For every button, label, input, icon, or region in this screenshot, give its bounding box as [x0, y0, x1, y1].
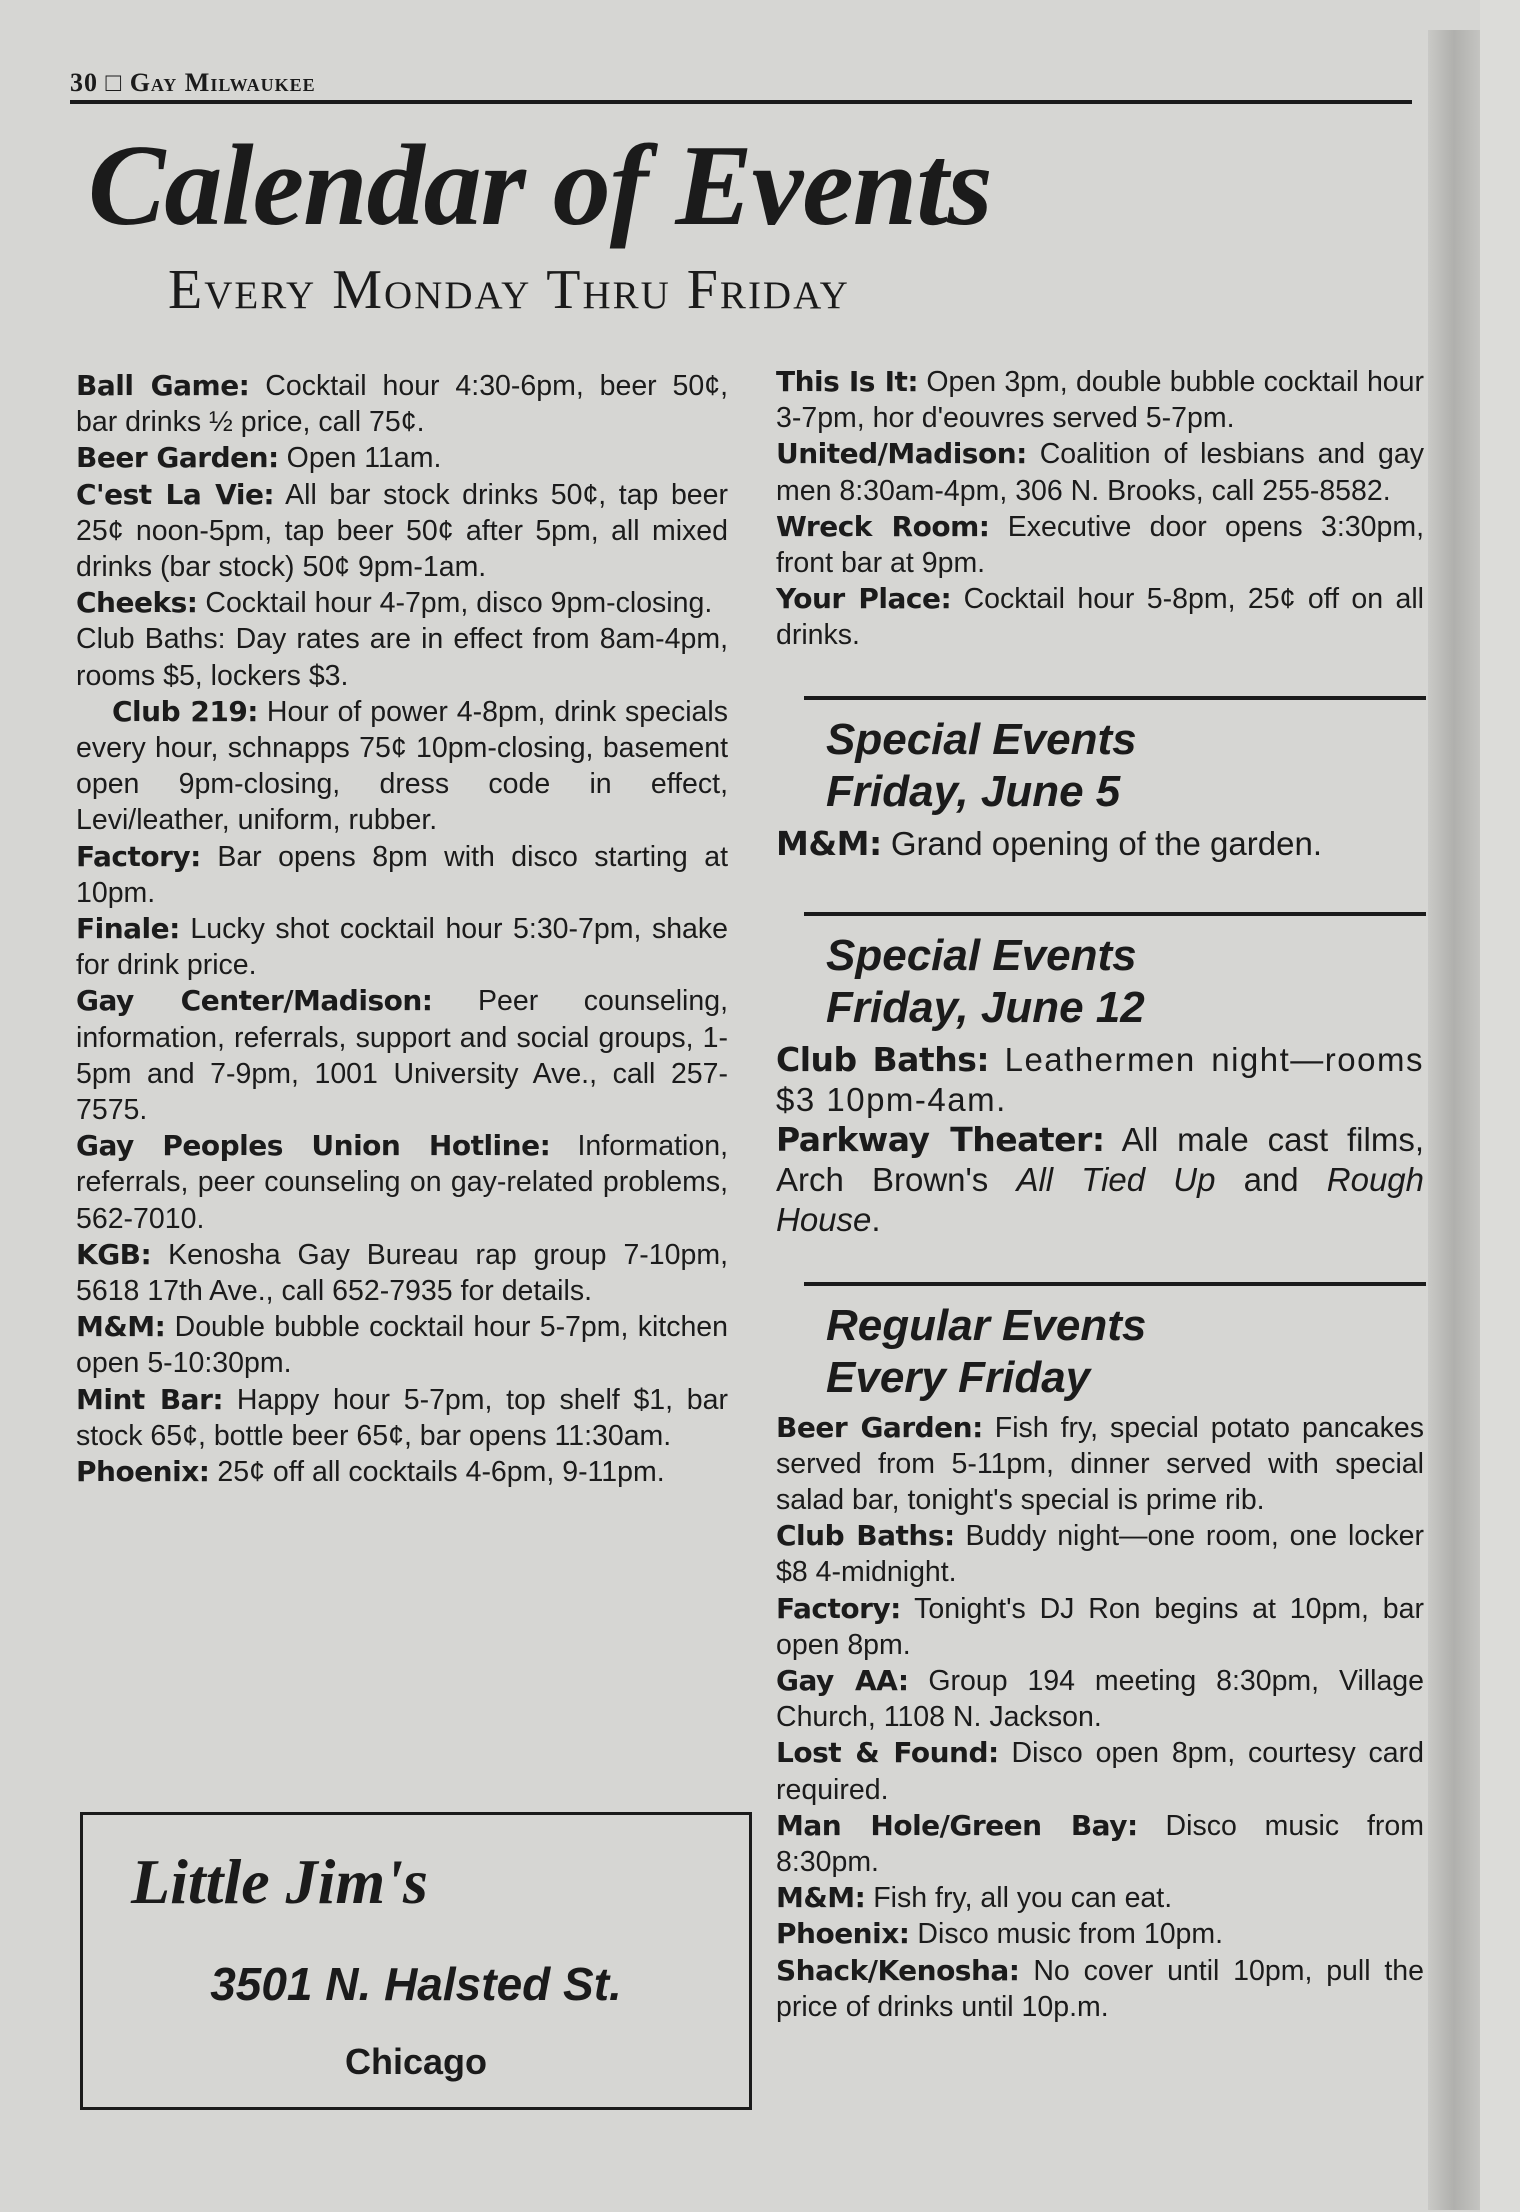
section-title: Special Events	[826, 714, 1137, 764]
listing-text: Leathermen night—rooms $3 10pm-4am.	[776, 1040, 1424, 1118]
listing-text: Fish fry, special potato pancakes served from 5-11pm, dinner served with special salad bar, tonight's special is prime rib.	[776, 1411, 1424, 1517]
left-column	[76, 368, 728, 1490]
section-date: Friday, June 5	[826, 766, 1121, 816]
section-heading	[826, 930, 1424, 1034]
listing-text: Peer counseling, information, referrals, support and social groups, 1-5pm and 7-9pm, 1001 University Ave., call 257-7575.	[76, 985, 728, 1127]
listing-text: Information, referrals, peer counseling on gay-related problems, 562-7010.	[76, 1130, 728, 1235]
listing	[776, 1120, 1424, 1240]
listing-text: Cocktail hour 4:30-6pm, beer 50¢, bar drinks ½ price, call 75¢.	[76, 370, 729, 439]
listing-text: Grand opening of the garden.	[881, 824, 1322, 862]
listing-text: 25¢ off all cocktails 4-6pm, 9-11pm.	[209, 1456, 665, 1489]
venue-name: Shack/Kenosha:	[776, 1953, 1020, 1987]
listing-text: Cocktail hour 5-8pm, 25¢ off on all drinks.	[776, 583, 1424, 652]
listing-text: Disco open 8pm, courtesy card required.	[776, 1737, 1424, 1806]
listing	[776, 509, 1424, 581]
venue-name: Parkway Theater:	[776, 1119, 1105, 1159]
venue-name: Mint Bar:	[76, 1382, 224, 1416]
venue-name: M&M:	[776, 823, 882, 863]
listing	[776, 824, 1424, 864]
header-rule	[70, 100, 1412, 104]
listing	[776, 1880, 1424, 1916]
venue-name: Ball Game:	[76, 369, 250, 402]
listing	[776, 1808, 1424, 1880]
listing	[76, 911, 728, 983]
listing	[76, 694, 728, 839]
section-date: Every Friday	[826, 1352, 1091, 1402]
venue-name: Beer Garden:	[76, 441, 279, 475]
page-subtitle: Every Monday Thru Friday	[168, 259, 850, 321]
listing	[776, 1518, 1424, 1590]
venue-name: Club Baths:	[776, 1039, 990, 1079]
venue-name: Gay AA:	[776, 1664, 909, 1698]
venue-name: M&M:	[76, 1310, 166, 1344]
venue-name: Phoenix:	[76, 1455, 210, 1489]
page-edge-shadow	[1428, 30, 1480, 2210]
venue-name: C'est La Vie:	[76, 477, 275, 511]
listing	[76, 368, 728, 440]
section-rule	[804, 1282, 1426, 1286]
ad-city: Chicago	[344, 2041, 487, 2082]
section-heading	[826, 1300, 1424, 1404]
venue-name: Gay Center/Madison:	[76, 984, 433, 1018]
listing	[76, 1309, 728, 1381]
listing	[776, 436, 1424, 508]
venue-name: Beer Garden:	[776, 1410, 983, 1444]
listing	[76, 477, 728, 586]
listing-text: Day rates are in effect from 8am-4pm, rooms $5, lockers $3.	[76, 623, 728, 692]
listing	[776, 1410, 1424, 1519]
listing	[776, 1953, 1424, 2025]
venue-name: Club Baths:	[76, 623, 226, 656]
venue-name: Wreck Room:	[776, 509, 990, 543]
section-rule	[804, 696, 1426, 700]
listing-text: Open 11am.	[278, 442, 442, 475]
running-head: 30 □ Gay Milwaukee	[70, 68, 316, 97]
page-margin	[1480, 0, 1520, 2212]
listing-text: Happy hour 5-7pm, top shelf $1, bar stock 65¢, bottle beer 65¢, bar opens 11:30am.	[76, 1383, 728, 1452]
listing	[76, 1382, 728, 1454]
listing-text: Disco music from 8:30pm.	[776, 1809, 1424, 1879]
venue-name: Lost & Found:	[776, 1736, 999, 1770]
listing-text: Tonight's DJ Ron begins at 10pm, bar open 8pm.	[776, 1592, 1424, 1661]
listing-text: .	[871, 1200, 881, 1238]
section-rule	[804, 912, 1426, 916]
venue-name: M&M:	[776, 1881, 866, 1915]
listing	[776, 364, 1424, 436]
listing-text: Hour of power 4-8pm, drink specials every hour, schnapps 75¢ 10pm-closing, basement open 9pm-closing, dress code in effect, Levi/leather, uniform, rubber.	[76, 695, 728, 837]
listing	[776, 1040, 1424, 1120]
listing-text: Group 194 meeting 8:30pm, Village Church, 1108 N. Jackson.	[776, 1665, 1424, 1734]
advertisement-box	[80, 1812, 752, 2110]
listing	[776, 1916, 1424, 1952]
listing	[776, 1735, 1424, 1807]
listing-text: Fish fry, all you can eat.	[865, 1882, 1173, 1915]
listing-text: All bar stock drinks 50¢, tap beer 25¢ noon-5pm, tap beer 50¢ after 5pm, all mixed drinks (bar stock) 50¢ 9pm-1am.	[76, 478, 728, 584]
listing-text: Buddy night—one room, one locker $8 4-midnight.	[776, 1520, 1424, 1589]
listing-text: Cocktail hour 4-7pm, disco 9pm-closing.	[197, 587, 713, 620]
venue-name: United/Madison:	[776, 437, 1027, 471]
listing	[776, 1663, 1424, 1735]
listing-text: No cover until 10pm, pull the price of drinks until 10p.m.	[776, 1954, 1424, 2023]
listing-text: and	[1215, 1160, 1327, 1198]
listing-text: Lucky shot cocktail hour 5:30-7pm, shake for drink price.	[76, 913, 728, 982]
section-title: Special Events	[826, 930, 1137, 980]
listing	[776, 581, 1424, 653]
venue-name: Your Place:	[776, 582, 952, 616]
listing	[76, 1237, 728, 1309]
listing	[76, 1128, 728, 1237]
listing-text: Disco music from 10pm.	[909, 1918, 1224, 1951]
venue-name: Club 219:	[112, 694, 258, 728]
venue-name: Gay Peoples Union Hotline:	[76, 1129, 551, 1163]
listing-text: Bar opens 8pm with disco starting at 10pm.	[76, 840, 728, 909]
page-title: Calendar of Events	[88, 122, 992, 250]
venue-name: Club Baths:	[776, 1519, 955, 1553]
listing-text: Coalition of lesbians and gay men 8:30am-4pm, 306 N. Brooks, call 255-8582.	[776, 438, 1424, 507]
ad-logo: Little Jim's	[131, 1846, 428, 1917]
venue-name: Factory:	[776, 1591, 901, 1625]
listing	[76, 440, 728, 476]
film-title: All Tied Up	[1016, 1160, 1216, 1198]
ad-address: 3501 N. Halsted St.	[210, 1958, 622, 2010]
venue-name: Cheeks:	[76, 586, 198, 620]
listing	[76, 983, 728, 1128]
venue-name: Phoenix:	[776, 1917, 910, 1951]
venue-name: This Is It:	[776, 365, 919, 398]
listing	[76, 585, 728, 621]
listing	[76, 621, 728, 693]
right-column	[776, 364, 1424, 2025]
listing-text: Kenosha Gay Bureau rap group 7-10pm, 5618 17th Ave., call 652-7935 for details.	[76, 1238, 728, 1308]
venue-name: Man Hole/Green Bay:	[776, 1808, 1138, 1842]
listing	[776, 1591, 1424, 1663]
section-title: Regular Events	[826, 1300, 1147, 1350]
listing	[76, 1454, 728, 1490]
film-title: Rough House	[776, 1160, 1425, 1238]
listing-text: Open 3pm, double bubble cocktail hour 3-7pm, hor d'eouvres served 5-7pm.	[776, 366, 1424, 435]
section-heading	[826, 714, 1424, 818]
listing-text: Double bubble cocktail hour 5-7pm, kitchen open 5-10:30pm.	[76, 1311, 728, 1380]
venue-name: KGB:	[76, 1237, 152, 1271]
venue-name: Factory:	[76, 839, 201, 873]
listing	[76, 839, 728, 911]
venue-name: Finale:	[76, 912, 180, 946]
listing-text: All male cast films, Arch Brown's	[776, 1120, 1424, 1198]
listing-text: Executive door opens 3:30pm, front bar at 9pm.	[776, 510, 1424, 580]
section-date: Friday, June 12	[826, 982, 1145, 1032]
